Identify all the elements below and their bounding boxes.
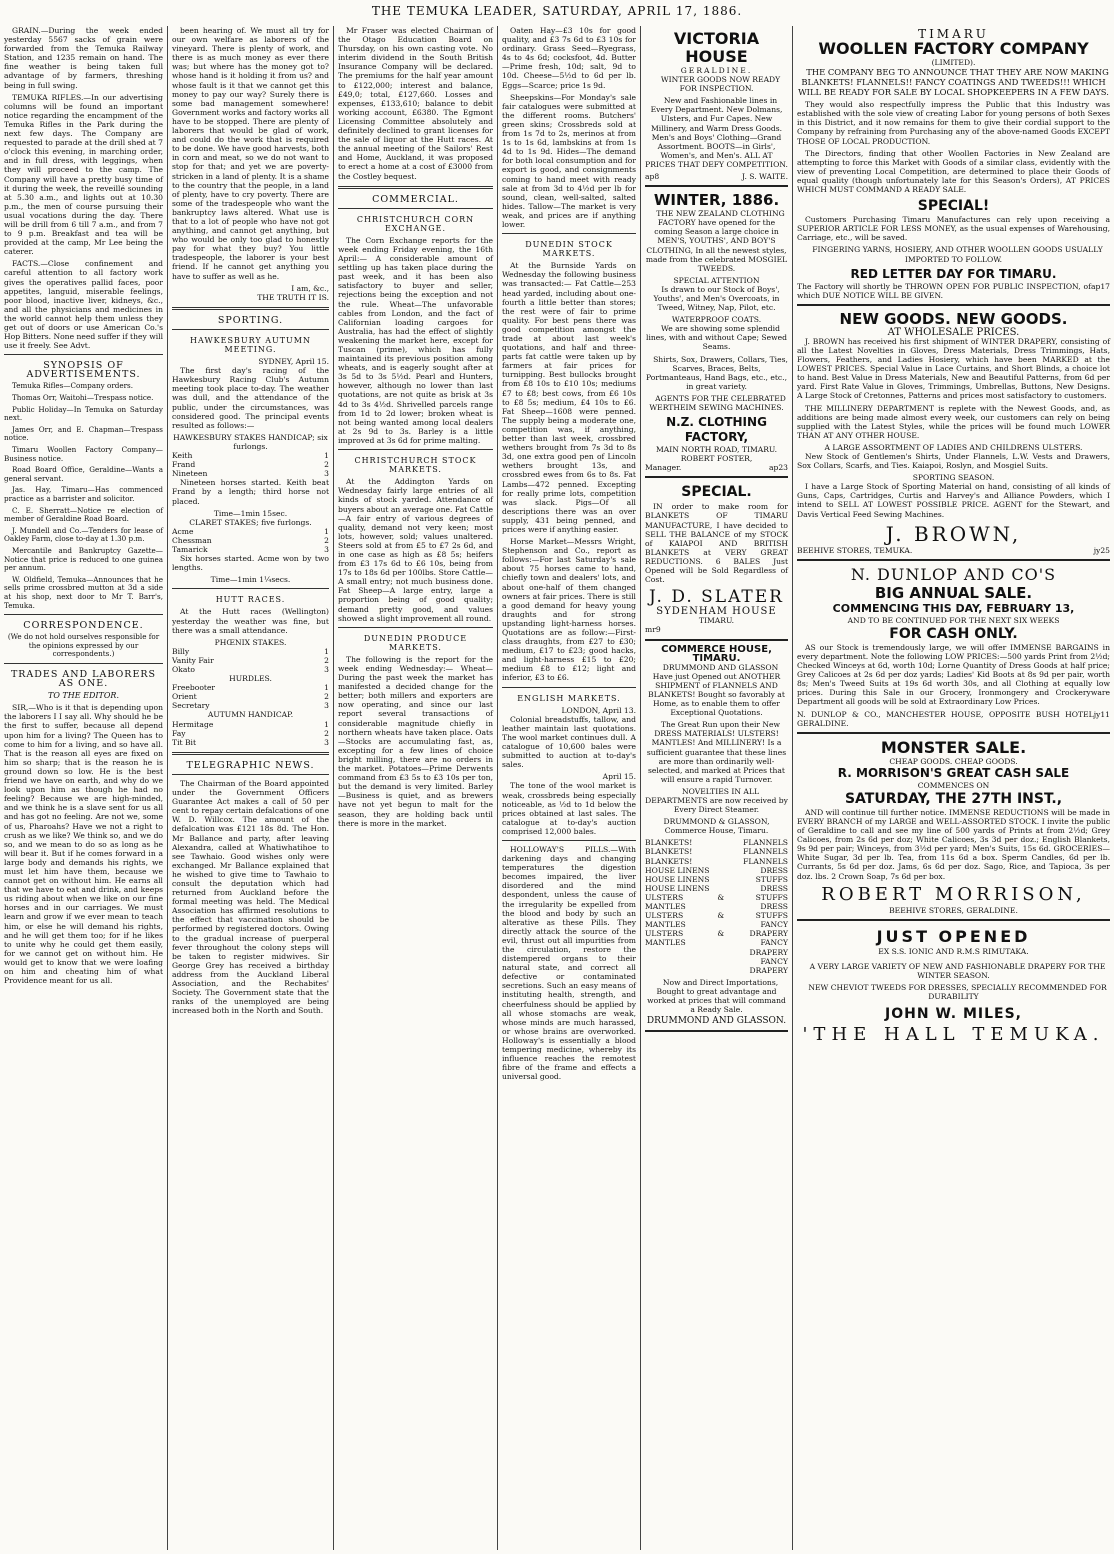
advert-name: ROBERT FOSTER,	[680, 454, 753, 464]
race-title: HAWKESBURY STAKES HANDICAP; six furlongs.	[173, 432, 328, 451]
advert-heading: JUST OPENED	[876, 926, 1031, 946]
goods-list-right: FLANNELS FLANNELS FLANNELS DRESS STUFFS DRESS STUFFS DRESS STUFFS FANCY DRAPERY FANCY DRAPERY FANCY DRAPERY	[743, 838, 788, 975]
result-row: Frand 2	[172, 460, 329, 470]
advert-heading: RED LETTER DAY FOR TIMARU.	[850, 266, 1057, 281]
synopsis-item: J. Mundell and Co.—Tenders for lease of Oakley Farm, close to-day at 1.30 p.m.	[4, 525, 163, 544]
race-title: HURDLES.	[229, 674, 272, 684]
advert-subheading: (LIMITED).	[931, 58, 976, 68]
advert-text: THE COMPANY BEG TO ANNOUNCE THAT THEY ARE NOW MAKING BLANKETS! FLANNELS!! FANCY COATINGS AND TWEEDS!!! WHICH WILL BE READY FOR SALE BY LOCAL SHOPKEEPERS IN A FEW DAYS.	[798, 67, 1109, 98]
advert-address: SYDENHAM HOUSE	[656, 606, 777, 618]
synopsis-item: W. Oldfield, Temuka—Announces that he sells prime crossbred mutton at 3d a side at his shop, next door to Mr T. Barr's, Temuka.	[4, 574, 163, 610]
holloway-advert: HOLLOWAY'S PILLS.—With darkening days and changing temperatures the digestion becomes impaired, the liver disordered and the mind despondent, unless the cause of the irregularity be expelled from the blood and body by such an alterative as these Pills. They directly attack the source of the evil, thrust out all impurities from the circulation, restore the distempered organs to their natural state, and correct all defective or contaminated secretions. Such an easy means of instituting health, strength, and cheerfulness should be applied by all whose stomachs are weak, whose minds are much harassed, or whose brains are overworked. Holloway's is essentially a blood tempering medicine, whereby its influence reaches the remotest fibre of the frame and effects a universal good.	[502, 844, 636, 1082]
race-title: CLARET STAKES; five furlongs.	[189, 517, 312, 527]
advert-heading: WINTER, 1886.	[653, 191, 780, 210]
english-markets-text: The tone of the wool market is weak, crossbreds being especially noticeable, as ½d to 1d below the prices obtained at last sales. The catalogue at to-day's auction comprised 12,000 bales.	[502, 781, 636, 836]
result-row: Secretary 3	[172, 701, 329, 711]
synopsis-item: Mercantile and Bankruptcy Gazette—Notice that price is reduced to one guinea per annum.	[4, 545, 163, 573]
miles-advert	[797, 921, 1110, 1046]
advert-name: DRUMMOND & GLASSON,	[663, 817, 770, 827]
result-row: Orient 2	[172, 692, 329, 702]
advert-name: JOHN W. MILES,	[885, 1006, 1022, 1023]
synopsis-item: Jas. Hay, Timaru—Has commenced practice as a barrister and solicitor.	[4, 485, 163, 503]
advert-heading: WOOLLEN FACTORY COMPANY	[818, 39, 1089, 59]
column-3	[334, 26, 497, 1546]
letter-body: SIR,—Who is it that is depending upon the laborers I I say all. Why should he be the first to suffer, because all depend upon him for a living? The Queen has to come to him for a living, and so have all. That is the reason all eyes are fixed on him so sharp; that is the reason he is ground down so low. He is the best friend we have on earth, and why do we look upon him as though he had no feeling? Because we are high-minded, and we think he is a slave sent for us all and has got no feeling. Are not we, some of us, Pharoahs? Have we not a right to crush as we like? We think so, and we do so, and we mean to do so as long as he will bear it. But if he comes forward in a large body and demands his rights, we must let him have them, because we cannot get on without him. He earns all that we have to eat and drink, and keeps us riding about when we like on our fine horses and in our carriages. We must learn and grow if we ever mean to teach him, or else he will demand his rights, and he will get them too; for if he likes to unite why he could get them easily, for we cannot get on without him. He would get to know that we were loafing on him and cheating him of what Providence meant for us all.	[4, 703, 163, 986]
hutt-text: At the Hutt races (Wellington) yesterday the weather was fine, but there was a small attendance.	[172, 607, 329, 635]
slater-advert	[645, 478, 788, 640]
result-row: Nineteen 3	[172, 469, 329, 479]
advert-text: A VERY LARGE VARIETY OF NEW AND FASHIONABLE DRAPERY FOR THE WINTER SEASON.	[809, 961, 1106, 980]
goods-lists	[645, 838, 788, 974]
advert-subheading: COMMENCING THIS DAY, FEBRUARY 13,	[832, 601, 1075, 615]
column-2	[168, 26, 333, 1546]
column-1	[0, 26, 167, 1546]
advert-code: mr9	[645, 625, 661, 635]
advert-subheading: AND TO BE CONTINUED FOR THE NEXT SIX WEEKS	[847, 615, 1060, 625]
race-note: Six horses started. Acme won by two lengths.	[172, 554, 329, 573]
result-row: Keith 1	[172, 451, 329, 461]
result-row: Vanity Fair 2	[172, 655, 329, 665]
produce-markets-text: The following is the report for the week ending Wednesday:— Wheat—During the past week the market has manifested a decided change for the better; both millers and exporters are now operating, and since our last report several transactions of considerable magnitude chiefly in northern wheats have taken place. Oats—Stocks are accumulating fast, as, excepting for a few lines of choice bright milling, there are no orders in the market. Potatoes—Prime Derwents command from £3 5s to £3 10s per ton, but the demand is very limited. Barley—Business is quiet, and as brewers have not yet begun to malt for the season, they are holding back until there is more in the market.	[338, 654, 493, 828]
advert-heading: VICTORIA HOUSE	[673, 29, 760, 66]
advert-subheading: A LARGE ASSORTMENT OF LADIES AND CHILDRENS ULSTERS.	[824, 442, 1083, 452]
advert-text: AGENTS FOR THE CELEBRATED WERTHEIM SEWING MACHINES.	[649, 393, 786, 412]
advert-name: J. BROWN,	[885, 521, 1022, 546]
commercial-title: COMMERCIAL.	[372, 193, 459, 205]
advert-heading: MONSTER SALE.	[880, 737, 1027, 757]
corn-exchange-title: CHRISTCHURCH CORN EXCHANGE.	[356, 214, 475, 233]
result-row: Tamarick 3	[172, 544, 329, 554]
advert-address: MAIN NORTH ROAD, TIMARU.	[655, 445, 778, 455]
horse-market-text: Horse Market—Messrs Wright, Stephenson and Co., report as follows:—For last Saturday's sale about 75 horses came to hand, chiefly town and dealers' lots, and about one-half of them changed owners at fair prices. There is still a good demand for heavy young draughts and for strong upstanding light-harness horses. Quotations are as follow:—First-class draughts, from £27 to £30; medium, £17 to £23; good hacks, and light-harness £15 to £20; medium £8 to £12; light and inferior, £3 to £6.	[502, 537, 636, 683]
sporting-title: SPORTING.	[217, 314, 284, 326]
race-time: Time—1min 1¼secs.	[210, 575, 291, 585]
letter-signoff: I am, &c.,	[291, 283, 329, 293]
hutt-title: HUTT RACES.	[215, 595, 286, 605]
advert-heading: N.Z. CLOTHING FACTORY,	[666, 415, 767, 445]
synopsis-item: C. E. Sherratt—Notice re election of member of Geraldine Road Board.	[4, 505, 163, 524]
result-row: Okato 3	[172, 665, 329, 674]
advert-footer: N. DUNLOP & CO., MANCHESTER HOUSE, OPPOSITE BUSH HOTEL GERALDINE. jy11	[797, 709, 1110, 728]
telegraphic-title: TELEGRAPHIC NEWS.	[186, 759, 315, 771]
stock-markets-title: CHRISTCHURCH STOCK MARKETS.	[354, 456, 477, 475]
result-row: Chessman 2	[172, 535, 329, 545]
synopsis-item: Temuka Rifles—Company orders.	[12, 381, 134, 391]
advert-heading: FOR CASH ONLY.	[889, 625, 1018, 642]
advert-subheading: SPORTING SEASON.	[912, 473, 995, 483]
synopsis-item: Road Board Office, Geraldine—Wants a general servant.	[4, 465, 163, 483]
advert-place: Commerce House, Timaru.	[664, 826, 769, 836]
news-paragraph: Mr Fraser was elected Chairman of the Otago Education Board on Thursday, on his own casting vote. No interim dividend in the South British Insurance Company will be declared. The premiums for the half year amount to £122,000; interest and balance, £49,0; total, £127,660. Losses and expenses, £133,610; balance to debit working account, £6380. The Egmont Licensing Committee absolutely and definitely declined to grant licenses for the sale of liquor at the Hutt races. At the annual meeting of the Sailors' Rest and Home, Auckland, it was proposed to erect a home at a cost of £3000 from the Costley bequest.	[338, 26, 493, 181]
advert-subheading: SPECIAL ATTENTION	[673, 275, 760, 285]
nz-clothing-advert	[645, 187, 788, 478]
advert-place: TIMARU.	[698, 616, 735, 626]
produce-continued: Oaten Hay—£3 10s for good quality, and £3 7s 6d to £3 10s for ordinary. Grass Seed—Ryegrass, 4s to 4s 6d; cocksfoot, 4d. Butter—Prime fresh, 10d; salt, 9d to 10d. Cheese—5½d to 6d per lb. Eggs—Scarce; price 1s 9d.	[502, 26, 636, 90]
commerce-house-advert	[645, 641, 788, 1033]
advert-text: AS our Stock is tremendously large, we will offer IMMENSE BARGAINS in every department. Note the following LOW PRICES:—500 yards Print from 2½d; Checked Winceys at 6d, worth 10d; Lorne Quantity of Dress Goods at half price; Grey Calicoes at 2s 6d per doz yards; Ladies' Kid Boots at 8s 9d per pair, worth 8s; Men's Tweed Suits at 19s 6d worth 30s, and all Clothing at equally low prices. During this Sale in our Grocery, Ironmongery and Crockeryware Department all goods will be sold at Extraordinary Low Prices.	[797, 642, 1110, 707]
correspondence-note: (We do not hold ourselves responsible for the opinions expressed by our correspondents.)	[7, 632, 160, 659]
advert-text: DRUMMOND AND GLASSON Have just Opened out ANOTHER SHIPMENT of FLANNELS AND BLANKETS! Bought so favorably at Home, as to enable them to offer Exceptional Quotations.	[648, 662, 785, 718]
dunlop-advert	[797, 561, 1110, 734]
letter-signature: THE TRUTH IT IS.	[257, 292, 329, 302]
advert-place: TIMARU	[918, 27, 989, 41]
race-note: Nineteen horses started. Keith beat Frand by a length; third horse not placed.	[172, 478, 329, 506]
synopsis-item: Timaru Woollen Factory Company—Business notice.	[4, 445, 163, 463]
advert-footer: The Factory will shortly be THROWN OPEN FOR PUBLIC INSPECTION, of which DUE NOTICE WILL BE GIVEN. ap17	[797, 281, 1110, 300]
advert-text: FINGERING YARNS, HOSIERY, AND OTHER WOOLLEN GOODS USUALLY IMPORTED TO FOLLOW.	[812, 245, 1103, 264]
advert-place: BEEHIVE STORES, GERALDINE.	[889, 905, 1018, 915]
advert-footer: ap8 J. S. WAITE.	[645, 172, 788, 182]
morrison-advert	[797, 734, 1110, 921]
advert-text: THE NEW ZEALAND CLOTHING FACTORY have opened for the coming Season a large choice in MEN'S, YOUTHS', AND BOY'S CLOTHING, In all the newest styles, made from the celebrated MOSGIEL TWEEDS.	[645, 209, 788, 273]
advert-text: IN order to make room for BLANKETS OF TIMARU MANUFACTURE, I have decided to SELL THE BALANCE of my STOCK of KAIAPOI AND BRITISH BLANKETS at VERY GREAT REDUCTIONS. 6 BALES Just Opened will be Sold Regardless of Cost.	[645, 502, 788, 585]
stock-markets-text: At the Addington Yards on Wednesday fairly large entries of all kinds of stock yarded. Attendance of buyers about an average one. Fat Cattle—A fair entry of various degrees of quality, demand not very keen; most lots, however, sold; values unaltered. Steers sold at from £5 to £7 2s 6d, and in one case as high as £8 5s; heifers from £3 17s 6d to £6 10s, being from 17s to 18s 6d per 100lbs. Store Cattle—A small entry; not much business done. Fat Sheep—A large entry, large a proportion being of good quality; demand pretty good, and values showed a slight improvement all round.	[338, 477, 493, 623]
hawkesbury-date: SYDNEY, April 15.	[258, 357, 329, 367]
correspondence-title: CORRESPONDENCE.	[23, 620, 144, 632]
column-5	[641, 26, 792, 1546]
result-row: Fay 2	[172, 728, 329, 738]
advert-text: J. BROWN has received his first shipment of WINTER DRAPERY, consisting of all the Latest Novelties in Gloves, Dress Materials, Dress Trimmings, Hats, Flowers, Feathers, and Ladies Hosiery, which have been MARKED at the LOWEST PRICES. Special Value in Lace Curtains, and Short Blinds, a choice lot to hand. Best Value in Dress Materials, New and Beautiful Patterns, from 6d per yard. First Rate Value in Gloves, Trimmings, Umbrellas, Buttons, New Designs. A Large Stock of Cretonnes, Patterns and prices most satisfactory to customers.	[797, 336, 1110, 401]
race-title: AUTUMN HANDICAP.	[207, 710, 294, 720]
advert-text: The Great Run upon their New DRESS MATERIALS! ULSTERS! MANTLES! And MILLINERY! Is a sufficient guarantee that these lines are more than ordinarily well-selected, and marked at Prices that will ensure a rapid Turnover.	[646, 720, 787, 784]
hawkesbury-text: The first day's racing of the Hawkesbury Racing Club's Autumn meeting took place to-day. The weather was dull, and the attendance of the public, under the circumstances, was considered good. The principal events resulted as follows:—	[172, 366, 329, 430]
advert-subheading: WINTER GOODS NOW READY FOR INSPECTION.	[660, 75, 781, 94]
advert-heading: SATURDAY, THE 27TH INST.,	[844, 790, 1063, 807]
advert-heading: R. MORRISON'S GREAT CASH SALE	[837, 765, 1070, 780]
result-row: Tit Bit 3	[172, 737, 329, 747]
result-row: Hermitage 1	[172, 719, 329, 729]
column-4	[498, 26, 640, 1546]
advert-text: AND will continue till further notice. IMMENSE REDUCTIONS will be made in EVERY BRANCH of my LARGE and WELL-ASSORTED STOCK. I invite the public of Geraldine to call and see my line of 500 yards of Prints at from 2½d; Grey Calicoes, from 2s 6d per doz; White Calicoes, 3s 3d per doz.; English Blankets, 9s 9d per pair; Winceys, from 3½d per yard; Men's Suits, 15s 6d. GROCERIES—White Sugar, 3d per lb. Tea, from 11s 6d a box. Sperm Candles, 6d per lb. Currants, 5s 6d per doz. Jams, 6s 6d per doz. Sago, Rice, and Tapioca, 3s per doz. lbs. 2 Crown Soap, 7s 6d per box.	[797, 807, 1110, 881]
english-date: LONDON, April 13.	[561, 705, 636, 715]
advert-subheading: COMMENCES ON	[917, 780, 990, 790]
column-6	[793, 26, 1114, 1546]
advert-place: 'THE HALL TEMUKA.	[802, 1024, 1105, 1046]
synopsis-item: James Orr, and E. Chapman—Trespass notice.	[4, 424, 163, 443]
brown-advert	[797, 306, 1110, 561]
synopsis-item: Public Holiday—In Temuka on Saturday next.	[4, 404, 163, 423]
letter-title: TRADES AND LABORERS AS ONE.	[10, 669, 157, 690]
facts-paragraph: FACTS.—Close confinement and careful attention to all factory work gives the operatives pallid faces, poor appetites, languid, miserable feelings, poor blood, inactive liver, kidneys, &c., and all the physicians and medicines in the world cannot help them unless they get out of doors or use American Co.'s Hop Bitters. None need suffer if they will use it freely. See Advt.	[4, 259, 163, 351]
advert-footer: Manager. ap23	[645, 463, 788, 473]
synopsis-item: Thomas Orr, Waitohi—Trespass notice.	[12, 393, 154, 403]
corn-exchange-text: The Corn Exchange reports for the week ending Friday evening, the 16th April:— A considerable amount of settling up has taken place during the past week, and it has been also satisfactory to buyer and seller, rejections being the exception and not the rule. Wheat—The unfavorable cables from London, and the fact of Californian loading cargoes for Australia, has had the effect of slightly weakening the market here, except for Tuscan (prime), which has fully maintained its previous position among wheats, and is eagerly sought after at 3s 5d to 3s 5½d. Pearl and Hunters, however, although no lower than last quotations, are not quite as brisk at 3s 4d to 3s 4½d. Shrivelled parcels range from 1d to 2d lower; broken wheat is not being wanted among local dealers at 2s 9d to 3s. Barley is a little improved at 3s 6d for prime malting.	[338, 235, 493, 445]
advert-heading: SPECIAL.	[681, 484, 752, 501]
advert-place: GERALDINE.	[680, 66, 753, 75]
advert-text: THE MILLINERY DEPARTMENT is replete with the Newest Goods, and, as additions are being made almost every week, our customers can rely on being supplied with the Latest Styles, while the prices will be found much LOWER THAN AT ANY OTHER HOUSE.	[797, 403, 1110, 440]
produce-markets-title: DUNEDIN PRODUCE MARKETS.	[363, 633, 468, 652]
advert-text: Customers Purchasing Timaru Manufactures can rely upon receiving a SUPERIOR ARTICLE FOR LESS MONEY, as the usual expenses of Warehousing, Carriage, etc., will be saved.	[797, 215, 1110, 243]
hawkesbury-title: HAWKESBURY AUTUMN MEETING.	[190, 335, 311, 354]
english-markets-text: Colonial breadstuffs, tallow, and leather maintain last quotations. The wool market continues dull. A catalogue of 10,600 bales were submitted to auction at to-day's sales.	[502, 714, 636, 770]
rifles-paragraph: TEMUKA RIFLES.—In our advertising columns will be found an important notice regarding the encampment of the Temuka Rifles in the Park during the next few days. The Company are requested to parade at the drill shed at 7 o'clock this evening, in marching order, and in full dress, with leggings, when they will proceed to the camp. The Company will have a pretty busy time of it during the week, the reveillé sounding at 5.30 a.m., and lights out at 10.30 p.m., the men of course pursuing their usual vocations during the day. There will be drill from 6 till 7 a.m., and from 7 to 9 p.m. Breakfast and tea will be provided at the camp, Mr Lee being the caterer.	[4, 92, 163, 257]
race-title: PHŒNIX STAKES.	[214, 637, 287, 647]
advert-name: J. D. SLATER	[649, 587, 784, 608]
english-date: April 15.	[602, 772, 636, 782]
english-markets-title: ENGLISH MARKETS.	[517, 693, 621, 703]
advert-text: Is drawn to our Stock of Boys', Youths', and Men's Overcoats, in Tweed, Witney, Nap, Pilot, etc.	[653, 284, 780, 313]
advert-text: New and Fashionable lines in Every Department. New Dolmans, Ulsters, and Fur Capes. New Millinery, and Warm Dress Goods. Men's and Boys' Clothing—Grand Assortment. BOOTS—in Girls', Women's, and Men's. ALL AT PRICES THAT DEFY COMPETITION.	[645, 96, 788, 169]
dunedin-stock-text: At the Burnside Yards on Wednesday the following business was transacted:— Fat Cattle—253 head yarded, including about one-fourth a little better than stores; the rest were of fair to prime quality. For best pens there was good competition amongst the trade at about last week's quotations, and half and three-parts fat cattle were taken up by farmers at fair prices for turnipping. Best bullocks brought from £8 10s to £10 10s; mediums £7 to £8; best cows, from £6 10s to £8 5s; medium, £4 10s to £6. Fat Sheep—1608 were penned. The supply being a moderate one, competition was, if anything, better than last week, crossbred wethers brought from 7s 3d to 8s 3d, one extra good pen of Lincoln wethers brought 13s, and crossbred ewes from 6s to 8s. Fat Lambs—472 penned. Excepting for really prime lots, competition was slack. Pigs—Of all descriptions there was an over supply, 431 being penned, and prices were if anything easier.	[502, 261, 636, 534]
masthead: THE TEMUKA LEADER, SATURDAY, APRIL 17, 1886.	[371, 4, 743, 18]
grain-paragraph: GRAIN.—During the week ended yesterday 5567 sacks of grain were forwarded from the Temuka Railway Station, and 1235 remain on hand. The fine weather is being taken full advantage of by farmers, threshing being in full swing.	[4, 26, 163, 90]
advert-text: We are showing some splendid lines, with and without Cape; Sewed Seams.	[646, 324, 787, 352]
advert-text: Shirts, Sox, Drawers, Collars, Ties, Scarves, Braces, Belts, Portmanteaus, Hand Bags, etc., etc., in great variety.	[645, 354, 788, 391]
result-row: Billy 1	[172, 646, 329, 656]
advert-text: NOVELTIES IN ALL DEPARTMENTS are now received by Every Direct Steamer.	[645, 786, 788, 815]
letter-continued: been hearing of. We must all try for our own welfare as laborers of the vineyard. There is plenty of work, and there is as much money as ever there was; but where has the money got to? whose hand is it holding it from us? and whose fault is it that we cannot get this money to pay our way? Surely there is some bad management somewhere! Government works and factory works all have to be stopped. There are plenty of laborers that would be glad of work, and could do the work that is required to be done. We have good harvests, both in corn and meat, so we do not want to stop for that; and yet we are poverty-stricken in a land of plenty. It is a shame to the country that the people, in a land of plenty, have to cry poverty. There are some of the tradespeople who want the bankruptcy laws altered. What use is that to a lot of people who have not got anything, and cannot get anything, but who would be only too glad to honestly pay for what they buy? You little tradespeople, the laborer is your best friend. If he cannot get anything you have to suffer as well as he.	[172, 26, 329, 281]
advert-subheading: AT WHOLESALE PRICES.	[887, 326, 1020, 338]
to-editor: TO THE EDITOR.	[47, 691, 119, 701]
advert-text: Now and Direct Importations, Bought to great advantage and worked at prices that will command a Ready Sale.	[647, 977, 786, 1015]
advert-text: The Directors, finding that other Woollen Factories in New Zealand are attempting to force this Market with Goods of a similar class, evidently with the view of preventing Local Competition, are determined to place their Goods of equal quality (though unfortunately late for this Season's Orders), AT PRICES WHICH MUST COMMAND A READY SALE.	[797, 148, 1110, 195]
sheepskins-text: Sheepskins—For Monday's sale fair catalogues were submitted at the different rooms. Butchers' green skins; Crossbreds sold at from 1s 7d to 2s, merinos at from 1s to 1s 6d, lambskins at from 1s 4d to 1s 9d. Hides—The demand for both local consumption and for export is good, and consignments coming to hand meet with ready sale at from 3d to 4½d per lb for sound, clean, well-salted, salted hides. Tallow—The market is very weak, and prices are if anything lower.	[502, 92, 636, 229]
synopsis-title: SYNOPSIS OF ADVERTISEMENTS.	[26, 360, 141, 381]
race-time: Time—1min 15sec.	[213, 508, 288, 518]
advert-subheading: EX S.S. IONIC AND R.M.S RIMUTAKA.	[878, 946, 1029, 956]
advert-footer: BEEHIVE STORES, TEMUKA. jy25	[797, 545, 1110, 555]
advert-text: They would also respectfully impress the Public that this Industry was established with the sole view of creating Labor for young persons of both Sexes in this District, and it now remains for them to give their cordial support to the Company by refraining from Purchasing any of the above-named Goods EXCEPT THOSE OF LOCAL PRODUCTION.	[797, 100, 1110, 146]
advert-heading: BIG ANNUAL SALE.	[874, 583, 1033, 602]
advert-footer: DRUMMOND AND GLASSON.	[646, 1016, 787, 1027]
advert-text: New Stock of Gentlemen's Shirts, Under Flannels, L.W. Vests and Drawers, Sox Collars, Scarfs, and Ties. Kaiapoi, Roslyn, and Mosgiel Suits.	[797, 452, 1110, 471]
advert-heading: SPECIAL!	[917, 198, 990, 215]
advert-text: NEW CHEVIOT TWEEDS FOR DRESSES, SPECIALLY RECOMMENDED FOR DURABILITY	[808, 983, 1107, 1002]
result-row: Acme 1	[172, 526, 329, 536]
synopsis-list	[4, 382, 163, 610]
advert-name: N. DUNLOP AND CO'S	[850, 564, 1057, 584]
telegraphic-text: The Chairman of the Board appointed under the Government Officers Guarantee Act makes a call of 50 per cent to repay certain defalcations of one W. D. Willcox. The amount of the defalcation was £121 18s 8d. The Hon. Mr Ballance and party, after leaving Alexandra, called at Whatiwhatihoe to see Tawhaio. Good wishes only were exchanged. Mr Ballance explained that he wished to give time to Tawhaio to consult the deputation which had returned from Auckland before the formal meeting was held. The Medical Association has affirmed resolutions to the effect that vaccination should be performed by registered doctors. Owing to the gradual increase of puerperal fever throughout the colony steps will be taken to register midwives. Sir George Grey has received a birthday address from the Auckland Liberal Association, and the Rechabites' Society. The Government state that the ranks of the unemployed are being increased both in the North and South.	[172, 778, 329, 1016]
advert-heading: NEW GOODS. NEW GOODS.	[839, 309, 1068, 328]
advert-heading: COMMERCE HOUSE, TIMARU.	[661, 643, 772, 664]
goods-list-left: BLANKETS! BLANKETS! BLANKETS! HOUSE LINENS HOUSE LINENS HOUSE LINENS ULSTERS & MANTLES ULSTERS & MANTLES ULSTERS & MANTLES	[645, 838, 725, 948]
victoria-house-advert	[645, 26, 788, 187]
advert-name: ROBERT MORRISON,	[821, 883, 1086, 905]
dunedin-stock-title: DUNEDIN STOCK MARKETS.	[525, 240, 613, 259]
advert-subheading: CHEAP GOODS. CHEAP GOODS.	[889, 756, 1018, 766]
advert-subheading: WATERPROOF COATS.	[671, 315, 762, 325]
result-row: Freebooter 1	[172, 683, 329, 693]
advert-text: I have a Large Stock of Sporting Material on hand, consisting of all kinds of Guns, Caps, Cartridges, Curtis and Harvey's and Alliance Powders, which I intend to SELL AT LOWEST POSSIBLE PRICE. AGENT for the Stewart, and Davis Vertical Feed Sewing Machines.	[797, 482, 1110, 519]
woollen-factory-advert	[797, 26, 1110, 306]
